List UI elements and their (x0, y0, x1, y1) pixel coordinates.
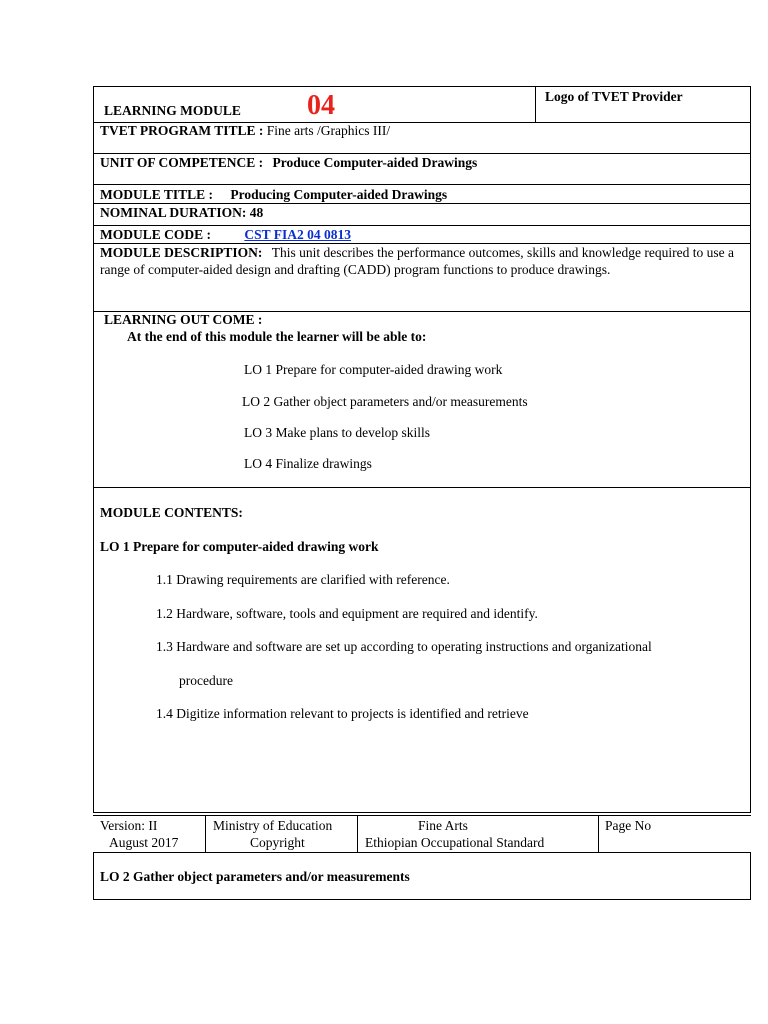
content-item: 1.2 Hardware, software, tools and equipment are required and identify. (156, 606, 538, 621)
content-item: procedure (179, 673, 233, 688)
description-text: This unit describes the performance outcomes, skills and knowledge required to use a range of computer-aided design and drafting (CADD) program functions to produce drawings. (100, 245, 735, 277)
content-item: 1.4 Digitize information relevant to projects is identified and retrieve (156, 706, 529, 721)
module-title-label: MODULE TITLE : (100, 187, 214, 202)
logo-cell-divider (535, 86, 536, 122)
module-number: 04 (307, 90, 335, 121)
module-description (100, 244, 740, 278)
description-label: MODULE DESCRIPTION: (100, 245, 263, 260)
duration-label: NOMINAL DURATION: (100, 205, 247, 220)
row-divider (93, 487, 751, 488)
footer-fine-arts: Fine Arts (418, 818, 468, 833)
footer-ministry: Ministry of Education (213, 818, 333, 833)
row-divider (93, 225, 751, 226)
row-divider (93, 184, 751, 185)
logo-placeholder: Logo of TVET Provider (545, 89, 683, 104)
content-item: 1.3 Hardware and software are set up according to operating instructions and organizational (156, 639, 652, 654)
unit-label: UNIT OF COMPETENCE : (100, 155, 264, 170)
module-contents-heading: MODULE CONTENTS: (100, 505, 243, 520)
learning-outcome-intro: At the end of this module the learner will be able to: (127, 329, 427, 344)
program-title-value: Fine arts /Graphics III/ (266, 123, 391, 138)
footer-top-line (93, 815, 751, 816)
program-title-row (100, 123, 390, 139)
footer-divider (598, 815, 599, 852)
lo1-title: LO 1 Prepare for computer-aided drawing work (100, 539, 379, 554)
row-divider (93, 153, 751, 154)
content-item: 1.1 Drawing requirements are clarified with reference. (156, 572, 450, 587)
footer-standard: Ethiopian Occupational Standard (365, 835, 545, 850)
learning-outcome-heading: LEARNING OUT COME : (104, 312, 263, 327)
program-title-label: TVET PROGRAM TITLE : (100, 123, 264, 138)
unit-value: Produce Computer-aided Drawings (272, 155, 478, 170)
row-divider (93, 203, 751, 204)
footer-copyright: Copyright (250, 835, 305, 850)
module-title-row (100, 187, 447, 203)
duration-value: 48 (249, 205, 264, 220)
module-code-link[interactable]: CST FIA2 04 0813 (244, 227, 352, 242)
footer-date: August 2017 (109, 835, 179, 850)
module-title-value: Producing Computer-aided Drawings (230, 187, 448, 202)
module-code-label: MODULE CODE : (100, 227, 211, 242)
footer-page-no: Page No (605, 818, 652, 833)
outcome-item: LO 1 Prepare for computer-aided drawing work (244, 362, 503, 377)
outcome-item: LO 4 Finalize drawings (244, 456, 372, 471)
unit-of-competence-row (100, 155, 477, 171)
nominal-duration-row (100, 205, 263, 221)
outcome-item: LO 2 Gather object parameters and/or measurements (242, 394, 528, 409)
footer-version: Version: II (100, 818, 158, 833)
footer-divider (357, 815, 358, 852)
module-code-row (100, 227, 351, 243)
lo2-title: LO 2 Gather object parameters and/or measurements (100, 869, 410, 884)
footer-divider (205, 815, 206, 852)
outcome-item: LO 3 Make plans to develop skills (244, 425, 430, 440)
module-label: LEARNING MODULE (104, 103, 241, 118)
